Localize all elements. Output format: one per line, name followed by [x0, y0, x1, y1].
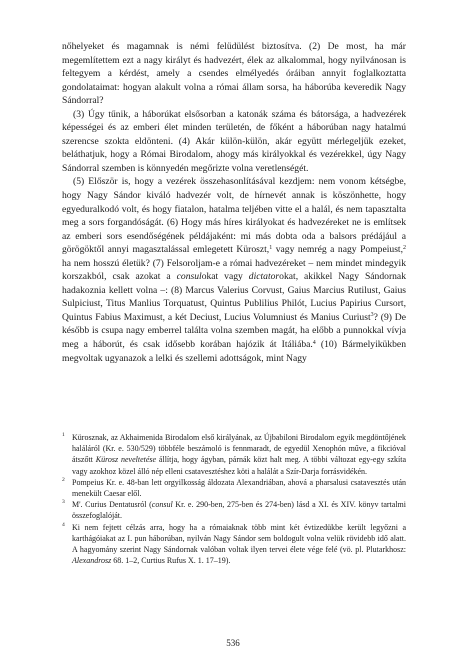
footnote-ref-3[interactable]: 3 [370, 312, 374, 319]
paragraph-text: (5) Először is, hogy a vezérek összehasonlításával kezdjem: nem vonom kétségbe, hogy Nagy Sándor kiváló hadvezér volt, de hírnevét annak is köszönhette, hogy egyeduralkodó volt, és hogy fiatalon, hatalma teljében vitte el a halál, és nem tapasztalta meg a sors forgandóságát. (6) Hogy más híres királyokat és hadvezéreket ne is említsek az emberi sors esendőségének példájaként: mi más dobta oda a balsors prédájául a görögöktől annyi magasztalással emlegetett Küroszt, [62, 176, 406, 256]
footnote-1 [62, 432, 406, 477]
italic-term: consul [176, 271, 202, 283]
footnote-text: M'. Curius Dentatusról ( [72, 500, 152, 510]
paragraph-text: nőhelyeket és magamnak is némi felüdülést biztosítva. (2) De most, ha már megemlítettem ezt a nagy királyt és hadvezért, élek az alkalommal, hogy nyilvánosan is feltegyem a kérdést, amely a csendes elmélyedés óráiban annyit foglalkoztatta gondolataimat: hogyan alakult volna a római állam sorsa, ha háborúba keveredik Nagy Sándorral? [62, 41, 406, 107]
footnote-4 [62, 522, 406, 567]
paragraph-text: okat, akikkel Nagy Sándornak hadakoznia kellett volna –: (8) Marcus Valerius Corvust, Gaius Marcius Rutilust, Gaius Sulpiciust, Titus Manlius Torquatust, Quintus Publilius Philót, Lucius Papirius Cursort, Quintus Fabius Maximust, a két Deciust, Lucius Volumniust és Manius Curiust [62, 271, 406, 323]
footnote-2 [62, 477, 406, 499]
italic-term: consul [151, 500, 173, 510]
footnote-text: állítja, hogy ágyban, párnák közt halt meg. A többi változat egy-egy szkíta vagy azokhoz közel álló nép elleni csatavesztéshez köti a halálát a Szír-Darja forrásvidékén. [72, 455, 406, 476]
footnote-text: 68. 1–2, Curtius Rufus X. 1. 17–19). [111, 556, 231, 566]
footnote-ref-4[interactable]: 4 [312, 339, 316, 346]
italic-term: dictator [248, 271, 280, 283]
paragraph-1 [62, 40, 406, 108]
paragraph-text: vagy nemrég a nagy Pompeiust, [272, 244, 403, 256]
paragraph-text: ha nem hosszú életük? (7) Felsoroljam-e a római hadvezéreket – nem mindet mindegyik korszakból, csak azokat a [62, 257, 406, 283]
paragraph-2 [62, 108, 406, 176]
footnote-text: Pompeius Kr. e. 48-ban lett orgyilkosság áldozata Alexandriában, ahová a pharsalusi csatavesztés után menekült Caesar elől. [72, 477, 406, 499]
italic-title: Kürosz neveltetése [95, 455, 157, 465]
paragraph-text: okat vagy [201, 271, 249, 283]
italic-title: Alexandrosz [72, 556, 112, 566]
footnote-number: 2 [62, 476, 65, 483]
page-number: 536 [226, 638, 240, 648]
footnote-number: 3 [62, 499, 65, 506]
footnote-text: Kr. e. 290-ben, 275-ben és 274-ben) lásd a XI. és XIV. könyv tartalmi összefoglalóját. [72, 500, 406, 521]
footnote-ref-2[interactable]: 2 [403, 244, 406, 251]
footnote-text: Ki nem fejtett célzás arra, hogy ha a rómaiaknak több mint két évtizedükbe került legyőzni a karthágóiakat az I. pun háborúban, nyilván Nagy Sándor sem boldogult volna velük rövidebb idő alatt. A hagyomány szerint Nagy Sándornak valóban voltak ilyen tervei élete vége felé (vö. pl. Plutarkhosz: [72, 522, 406, 555]
footnotes [62, 432, 406, 566]
footnote-ref-1[interactable]: 1 [269, 244, 273, 251]
footnote-number: 1 [62, 432, 65, 438]
paragraph-3 [62, 175, 406, 365]
footnote-text: Kürosznak, az Akhaimenida Birodalom első királyának, az Újbabiloni Birodalom egyik megdöntőjének haláláról (Kr. e. 530/529) többféle beszámoló is fennmaradt, de egyedül Xenophón műve, a fikcióval átszőtt [72, 433, 406, 465]
footnote-3 [62, 499, 406, 521]
main-text [62, 40, 406, 365]
paragraph-text: (10) Bármelyikükben megvoltak ugyanazok a lelki és szellemi adottságok, mint Nagy [62, 339, 406, 364]
paragraph-text: (3) Úgy tűnik, a háborúkat elsősorban a katonák száma és bátorsága, a hadvezérek képességei és az emberi élet minden területén, de főként a háborúban nagy hatalmú szerencse szokta eldönteni. (4) Akár külön-külön, akár együtt mérlegeljük ezeket, beláthatjuk, hogy a Római Birodalom, ahogy más királyokkal és vezérekkel, úgy Nagy Sándorral szemben is könnyedén megőrizte volna veretlenségét. [62, 108, 406, 174]
footnote-number: 4 [62, 521, 65, 528]
paragraph-text: ? (9) De később is csupa nagy emberrel találta volna szemben magát, ha előbb a punnokkal vívja meg a háborút, és csak idősebb korában hajózik át Itáliába. [62, 311, 406, 351]
